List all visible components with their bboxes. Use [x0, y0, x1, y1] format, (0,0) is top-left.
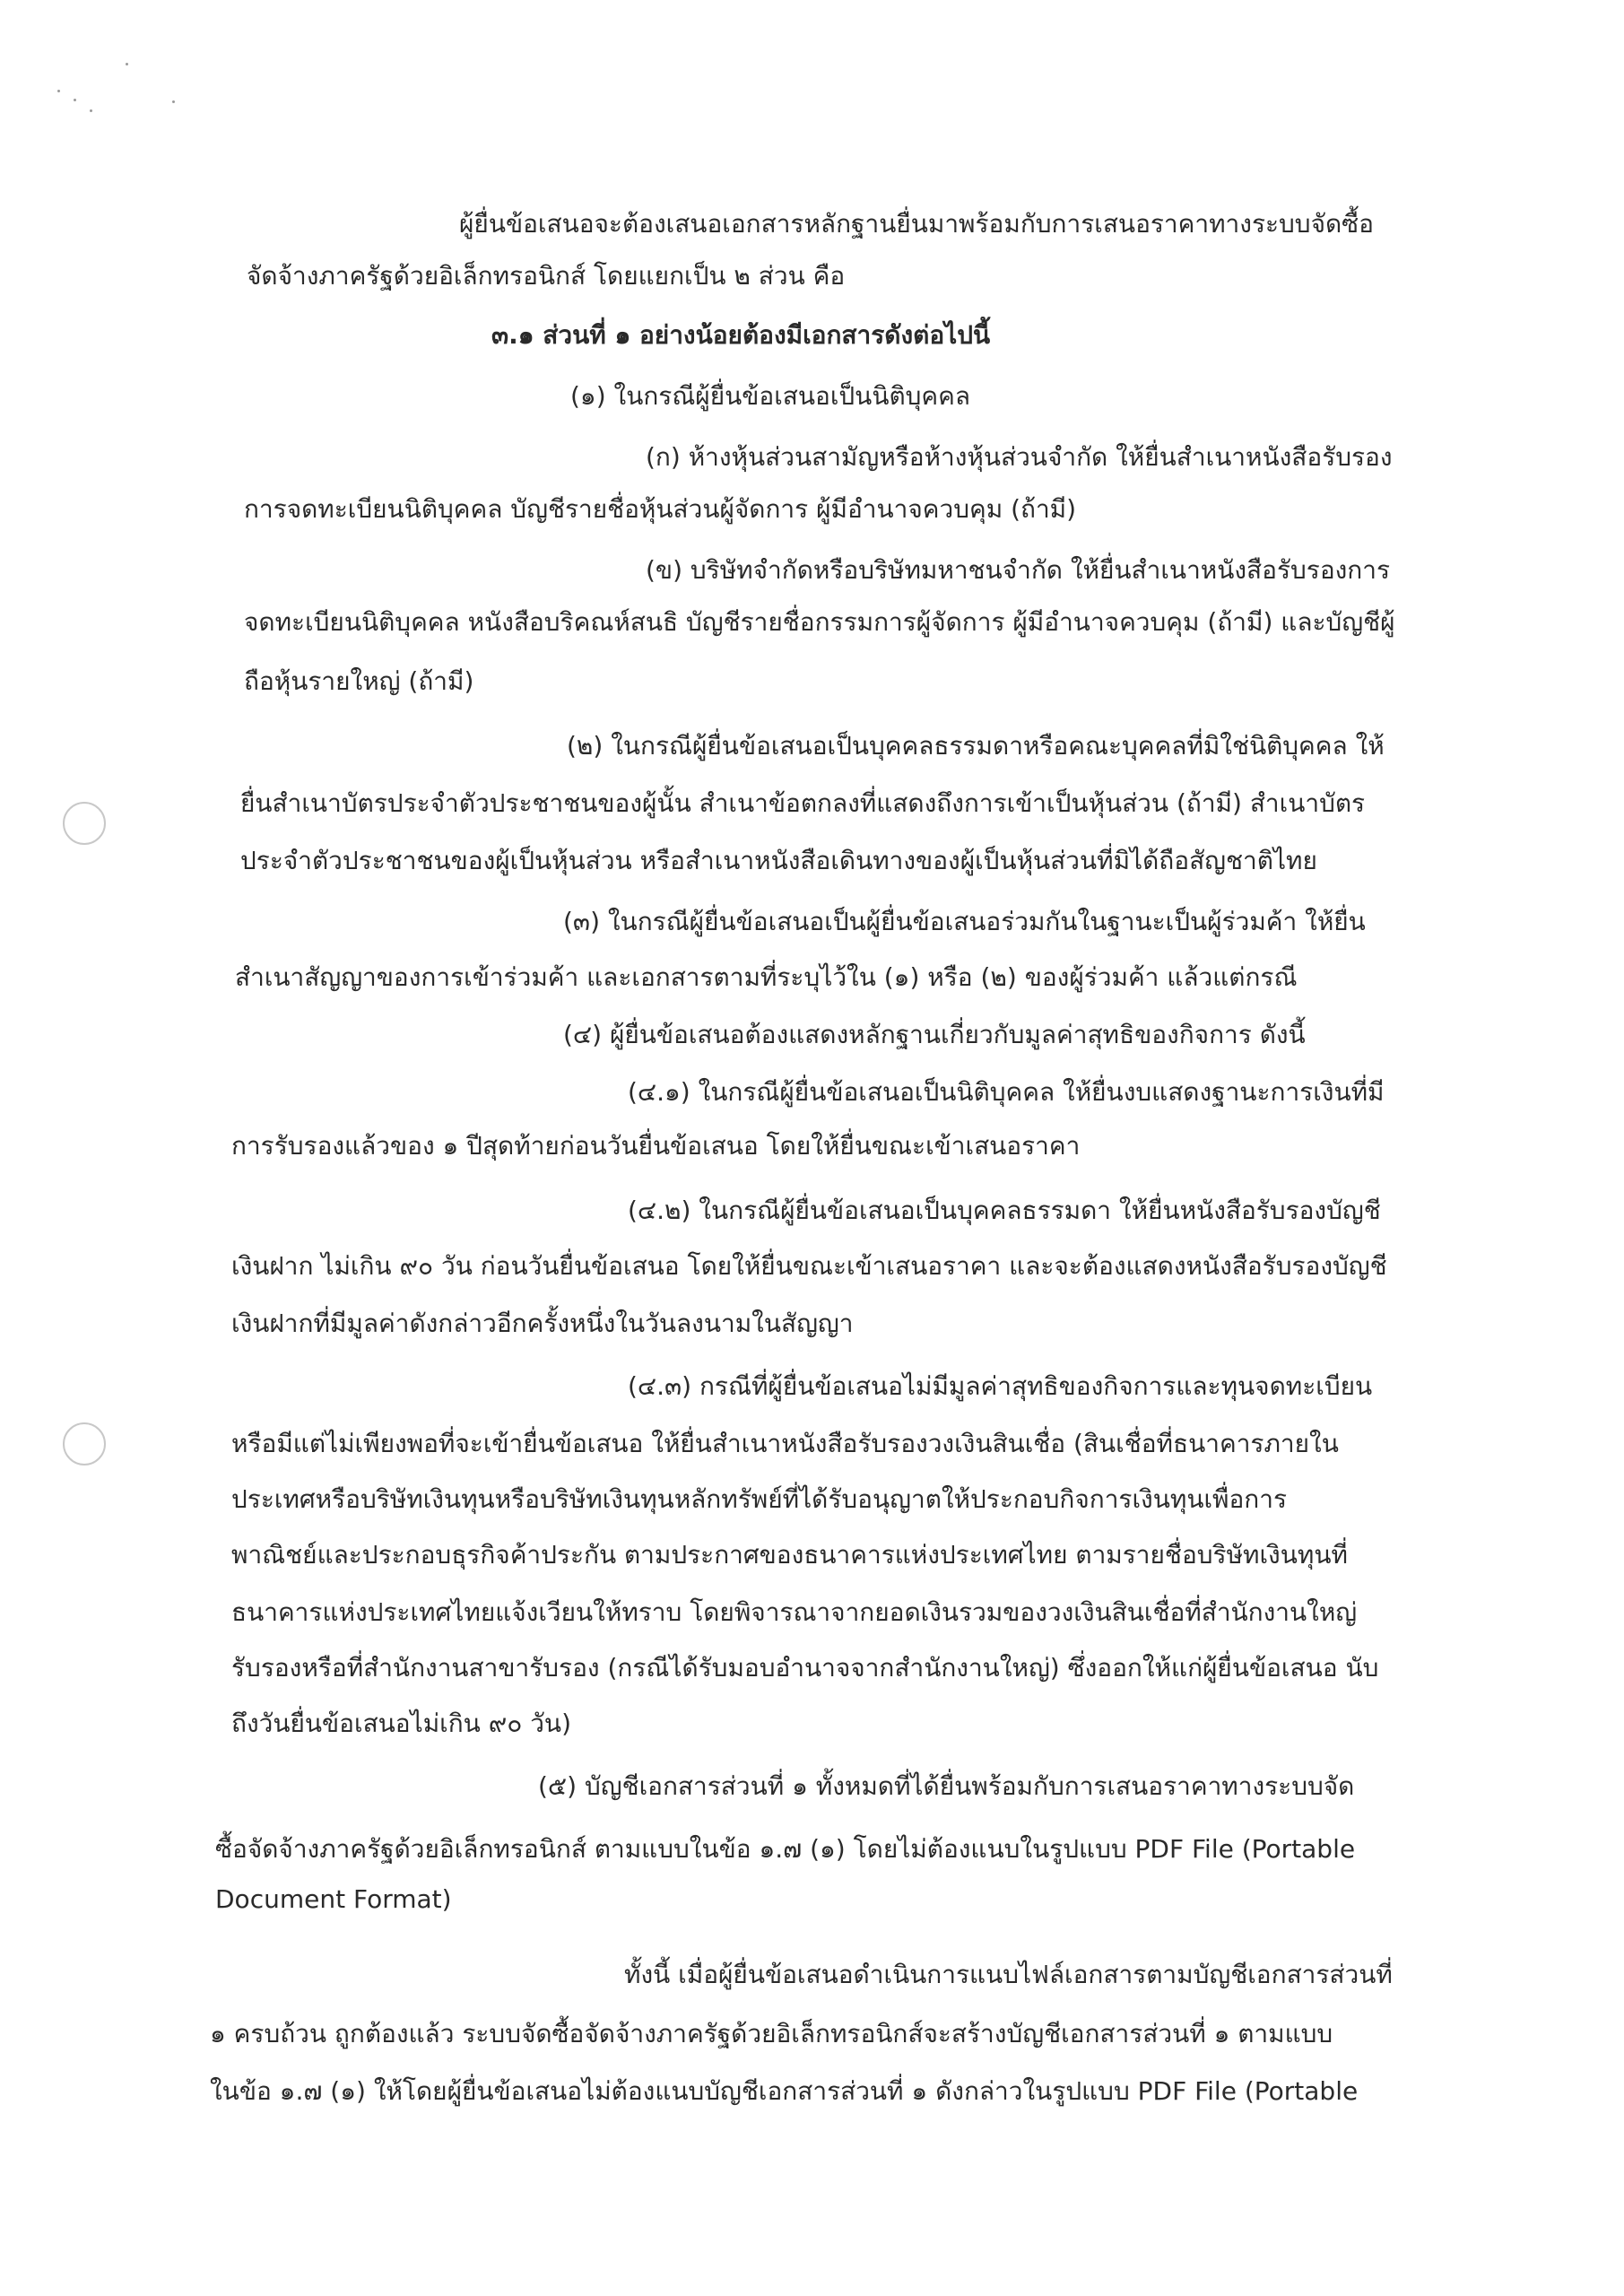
item-1b-line: (ข) บริษัทจำกัดหรือบริษัทมหาชนจำกัด ให้ยื่นสำเนาหนังสือรับรองการ [646, 555, 1391, 585]
punch-hole-icon [63, 1422, 106, 1465]
scan-speck [126, 63, 128, 65]
intro-line: จัดจ้างภาครัฐด้วยอิเล็กทรอนิกส์ โดยแยกเป็น ๒ ส่วน คือ [247, 261, 846, 291]
item-4-3-line: ถึงวันยื่นข้อเสนอไม่เกิน ๙๐ วัน) [231, 1709, 571, 1738]
item-3-line: สำเนาสัญญาของการเข้าร่วมค้า และเอกสารตามที่ระบุไว้ใน (๑) หรือ (๒) ของผู้ร่วมค้า แล้วแต่กรณี [235, 962, 1298, 992]
item-1a-line: (ก) ห้างหุ้นส่วนสามัญหรือห้างหุ้นส่วนจำกัด ให้ยื่นสำเนาหนังสือรับรอง [646, 442, 1393, 472]
closing-line: ทั้งนี้ เมื่อผู้ยื่นข้อเสนอดำเนินการแนบไฟล์เอกสารตามบัญชีเอกสารส่วนที่ [624, 1960, 1393, 1989]
item-4-3-line: หรือมีแต่ไม่เพียงพอที่จะเข้ายื่นข้อเสนอ ให้ยื่นสำเนาหนังสือรับรองวงเงินสินเชื่อ (สินเชื่อที่ธนาคารภายใน [231, 1429, 1339, 1458]
closing-line: ๑ ครบถ้วน ถูกต้องแล้ว ระบบจัดซื้อจัดจ้างภาครัฐด้วยอิเล็กทรอนิกส์จะสร้างบัญชีเอกสารส่วนที่ ๑ ตามแบบ [210, 2019, 1333, 2048]
item-4-3-line: (๔.๓) กรณีที่ผู้ยื่นข้อเสนอไม่มีมูลค่าสุทธิของกิจการและทุนจดทะเบียน [628, 1371, 1373, 1401]
scan-speck [74, 99, 76, 101]
punch-hole-icon [63, 802, 106, 845]
item-2-line: ยื่นสำเนาบัตรประจำตัวประชาชนของผู้นั้น สำเนาข้อตกลงที่แสดงถึงการเข้าเป็นหุ้นส่วน (ถ้ามี) สำเนาบัตร [240, 788, 1366, 818]
section-heading: ๓.๑ ส่วนที่ ๑ อย่างน้อยต้องมีเอกสารดังต่อไปนี้ [491, 320, 991, 350]
item-3-line: (๓) ในกรณีผู้ยื่นข้อเสนอเป็นผู้ยื่นข้อเสนอร่วมกันในฐานะเป็นผู้ร่วมค้า ให้ยื่น [563, 907, 1366, 936]
scan-speck [172, 100, 175, 103]
item-4-2-line: (๔.๒) ในกรณีผู้ยื่นข้อเสนอเป็นบุคคลธรรมดา ให้ยื่นหนังสือรับรองบัญชี [628, 1196, 1381, 1225]
item-4-1-line: (๔.๑) ในกรณีผู้ยื่นข้อเสนอเป็นนิติบุคคล ให้ยื่นงบแสดงฐานะการเงินที่มี [628, 1077, 1385, 1107]
item-4-3-line: รับรองหรือที่สำนักงานสาขารับรอง (กรณีได้รับมอบอำนาจจากสำนักงานใหญ่) ซึ่งออกให้แก่ผู้ยื่นข้อเสนอ นับ [231, 1653, 1379, 1683]
item-1-heading: (๑) ในกรณีผู้ยื่นข้อเสนอเป็นนิติบุคคล [570, 381, 971, 411]
item-4-3-line: ประเทศหรือบริษัทเงินทุนหรือบริษัทเงินทุนหลักทรัพย์ที่ได้รับอนุญาตให้ประกอบกิจการเงินทุนเพื่อการ [231, 1484, 1288, 1514]
scan-speck [57, 90, 60, 92]
item-2-line: (๒) ในกรณีผู้ยื่นข้อเสนอเป็นบุคคลธรรมดาหรือคณะบุคคลที่มิใช่นิติบุคคล ให้ [567, 731, 1385, 761]
item-4-1-line: การรับรองแล้วของ ๑ ปีสุดท้ายก่อนวันยื่นข้อเสนอ โดยให้ยื่นขณะเข้าเสนอราคา [231, 1131, 1081, 1161]
item-1a-line: การจดทะเบียนนิติบุคคล บัญชีรายชื่อหุ้นส่วนผู้จัดการ ผู้มีอำนาจควบคุม (ถ้ามี) [244, 494, 1077, 524]
intro-line: ผู้ยื่นข้อเสนอจะต้องเสนอเอกสารหลักฐานยื่นมาพร้อมกับการเสนอราคาทางระบบจัดซื้อ [459, 209, 1374, 239]
item-4-2-line: เงินฝากที่มีมูลค่าดังกล่าวอีกครั้งหนึ่งในวันลงนามในสัญญา [231, 1309, 854, 1338]
scan-speck [90, 109, 92, 112]
item-4-heading: (๔) ผู้ยื่นข้อเสนอต้องแสดงหลักฐานเกี่ยวกับมูลค่าสุทธิของกิจการ ดังนี้ [563, 1020, 1306, 1049]
item-2-line: ประจำตัวประชาชนของผู้เป็นหุ้นส่วน หรือสำเนาหนังสือเดินทางของผู้เป็นหุ้นส่วนที่มิได้ถือสัญชาติไทย [240, 846, 1317, 875]
item-4-3-line: ธนาคารแห่งประเทศไทยแจ้งเวียนให้ทราบ โดยพิจารณาจากยอดเงินรวมของวงเงินสินเชื่อที่สำนักงานใหญ่ [231, 1597, 1358, 1627]
closing-line: ในข้อ ๑.๗ (๑) ให้โดยผู้ยื่นข้อเสนอไม่ต้องแนบบัญชีเอกสารส่วนที่ ๑ ดังกล่าวในรูปแบบ PDF File (Portable [210, 2076, 1359, 2106]
item-4-3-line: พาณิชย์และประกอบธุรกิจค้าประกัน ตามประกาศของธนาคารแห่งประเทศไทย ตามรายชื่อบริษัทเงินทุนที่ [231, 1540, 1348, 1570]
item-5-line: (๕) บัญชีเอกสารส่วนที่ ๑ ทั้งหมดที่ได้ยื่นพร้อมกับการเสนอราคาทางระบบจัด [538, 1771, 1355, 1801]
item-4-2-line: เงินฝาก ไม่เกิน ๙๐ วัน ก่อนวันยื่นข้อเสนอ โดยให้ยื่นขณะเข้าเสนอราคา และจะต้องแสดงหนังสือรับรองบัญชี [231, 1251, 1387, 1281]
item-1b-line: จดทะเบียนนิติบุคคล หนังสือบริคณห์สนธิ บัญชีรายชื่อกรรมการผู้จัดการ ผู้มีอำนาจควบคุม (ถ้ามี) และบัญชีผู้ [244, 607, 1395, 637]
item-1b-line: ถือหุ้นรายใหญ่ (ถ้ามี) [244, 666, 474, 696]
item-5-line: ซื้อจัดจ้างภาครัฐด้วยอิเล็กทรอนิกส์ ตามแบบในข้อ ๑.๗ (๑) โดยไม่ต้องแนบในรูปแบบ PDF File (Portable [215, 1834, 1356, 1864]
item-5-line: Document Format) [215, 1884, 452, 1914]
